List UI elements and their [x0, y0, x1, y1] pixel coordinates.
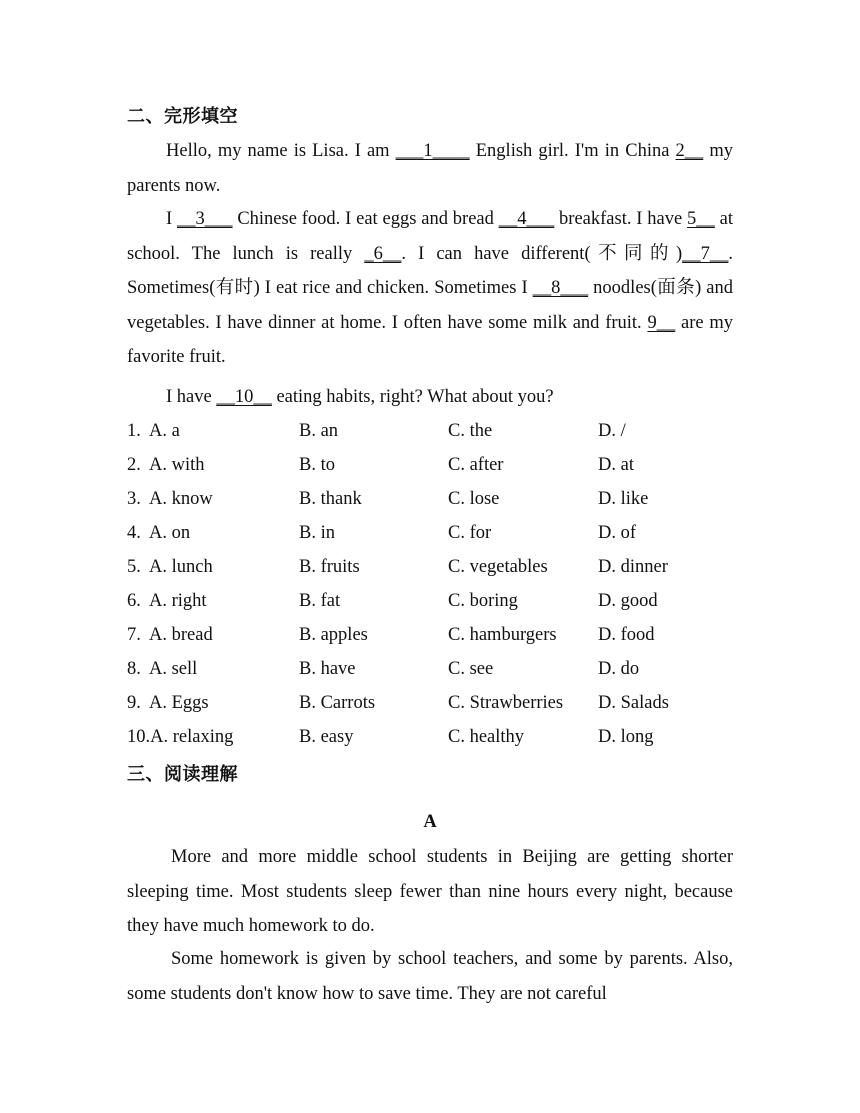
- options-row: 7. A. bread B. apples C. hamburgers D. food: [127, 625, 655, 645]
- reading-paragraph-1: More and more middle school students in Beijing are getting shorter sleeping time. Most students sleep fewer than nine hours every night, because they have much homework to do.: [127, 847, 733, 936]
- blank-7: __7__: [682, 243, 729, 264]
- section-heading-reading: 三、阅读理解: [127, 764, 238, 785]
- cloze-paragraph-2: I __3___ Chinese food. I eat eggs and bread __4___ breakfast. I have 5__ at school. The lunch is really _6__. I can have different(不同的)__7__. Sometimes(有时) I eat rice and chicken. Sometimes I __8___ noodles(面条) and vegetables. I have dinner at home. I often have some milk and fruit. 9__ are my favorite fruit.: [127, 209, 733, 367]
- options-row: 10.A. relaxing B. easy C. healthy D. long: [127, 727, 654, 747]
- passage-label: A: [423, 812, 437, 832]
- blank-8: __8___: [532, 278, 589, 298]
- blank-9: 9__: [647, 312, 676, 333]
- blank-6: _6__: [364, 243, 402, 264]
- options-row: 9. A. Eggs B. Carrots C. Strawberries D. Salads: [127, 693, 669, 713]
- options-row: 1. A. a B. an C. the D. /: [127, 421, 626, 441]
- reading-paragraph-2: Some homework is given by school teachers, and some by parents. Also, some students don't know how to save time. They are not careful: [127, 949, 733, 1004]
- options-list: [127, 414, 733, 754]
- blank-2: 2__: [675, 141, 704, 161]
- blank-5: 5__: [687, 209, 715, 229]
- cloze-paragraph-3: I have __10__ eating habits, right? What about you?: [166, 387, 554, 407]
- blank-4: __4___: [498, 209, 555, 229]
- options-row: 8. A. sell B. have C. see D. do: [127, 659, 640, 679]
- blank-10: __10__: [216, 387, 272, 407]
- section-heading-cloze: 二、完形填空: [127, 106, 238, 127]
- options-row: 4. A. on B. in C. for D. of: [127, 523, 637, 543]
- options-row: 5. A. lunch B. fruits C. vegetables D. dinner: [127, 557, 668, 577]
- blank-1: ___1____: [395, 141, 470, 161]
- options-row: 6. A. right B. fat C. boring D. good: [127, 591, 658, 611]
- options-row: 2. A. with B. to C. after D. at: [127, 455, 634, 475]
- cloze-paragraph-1: Hello, my name is Lisa. I am ___1____ English girl. I'm in China 2__ my parents now.: [127, 141, 733, 196]
- blank-3: __3___: [177, 209, 233, 229]
- options-row: 3. A. know B. thank C. lose D. like: [127, 489, 649, 509]
